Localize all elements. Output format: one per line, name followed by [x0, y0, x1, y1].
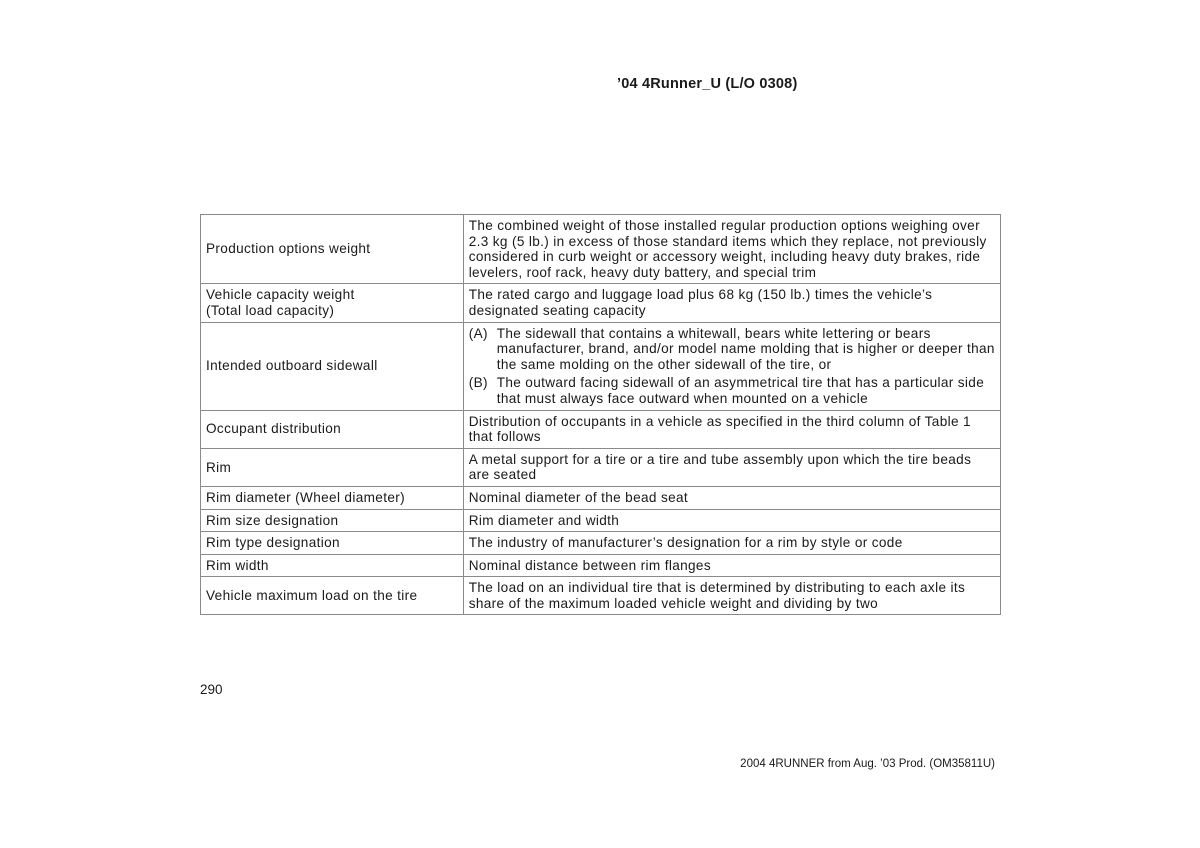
table-row	[201, 532, 1001, 555]
list-item-text: The outward facing sidewall of an asymmetrical tire that has a particular side that must always face outward when mounted on a vehicle	[496, 375, 985, 406]
page-header-title: ’04 4Runner_U (L/O 0308)	[617, 76, 798, 92]
term-cell	[201, 215, 464, 284]
term-subtext: (Total load capacity)	[206, 302, 335, 318]
term-cell	[201, 554, 464, 577]
list-marker: (A)	[468, 325, 488, 341]
term-text: Vehicle capacity weight	[206, 287, 355, 303]
term-text: Rim diameter (Wheel diameter)	[206, 489, 406, 505]
term-text: Vehicle maximum load on the tire	[206, 588, 418, 604]
definition-cell: Nominal diameter of the bead seat	[463, 486, 1000, 509]
term-cell	[201, 486, 464, 509]
table-row	[201, 410, 1001, 448]
table-row	[201, 554, 1001, 577]
term-text: Production options weight	[206, 241, 371, 257]
footer-publication-info: 2004 4RUNNER from Aug. ’03 Prod. (OM35811U)	[740, 758, 995, 770]
term-text: Intended outboard sidewall	[206, 358, 378, 374]
table-row	[201, 284, 1001, 322]
table-row	[201, 486, 1001, 509]
definition-cell: The rated cargo and luggage load plus 68 kg (150 lb.) times the vehicle’s designated seating capacity	[463, 284, 1000, 322]
definition-cell: Distribution of occupants in a vehicle as specified in the third column of Table 1 that follows	[463, 410, 1000, 448]
list-item-text: The sidewall that contains a whitewall, bears white lettering or bears manufacturer, brand, and/or model name molding that is higher or deeper than the same molding on the other sidewall of the tire, or	[496, 325, 995, 372]
definition-cell: Rim diameter and width	[463, 509, 1000, 532]
term-cell	[201, 410, 464, 448]
term-cell	[201, 284, 464, 322]
table-row	[201, 577, 1001, 615]
term-text: Rim type designation	[206, 535, 340, 551]
definition-cell: A metal support for a tire or a tire and tube assembly upon which the tire beads are seated	[463, 448, 1000, 486]
term-cell	[201, 577, 464, 615]
list-marker: (B)	[468, 375, 488, 391]
definition-list-item	[469, 326, 995, 373]
definition-cell: The industry of manufacturer’s designation for a rim by style or code	[463, 532, 1000, 555]
term-cell	[201, 532, 464, 555]
table-row	[201, 215, 1001, 284]
page-number: 290	[200, 682, 223, 697]
definition-cell: The combined weight of those installed regular production options weighing over 2.3 kg (5 lb.) in excess of those standard items which they replace, not previously considered in curb weight or accessory weight, including heavy duty brakes, ride levelers, roof rack, heavy duty battery, and special trim	[463, 215, 1000, 284]
term-text: Rim	[206, 459, 232, 475]
term-cell	[201, 509, 464, 532]
definitions-table	[200, 214, 1001, 615]
term-text: Rim width	[206, 557, 269, 573]
term-cell	[201, 448, 464, 486]
definition-cell: Nominal distance between rim flanges	[463, 554, 1000, 577]
definition-list-item	[469, 375, 995, 406]
term-text: Occupant distribution	[206, 421, 342, 437]
definition-cell	[463, 322, 1000, 410]
term-text: Rim size designation	[206, 512, 339, 528]
table-row	[201, 448, 1001, 486]
table-row	[201, 509, 1001, 532]
definition-cell: The load on an individual tire that is determined by distributing to each axle its share of the maximum loaded vehicle weight and dividing by two	[463, 577, 1000, 615]
term-cell	[201, 322, 464, 410]
table-row	[201, 322, 1001, 410]
